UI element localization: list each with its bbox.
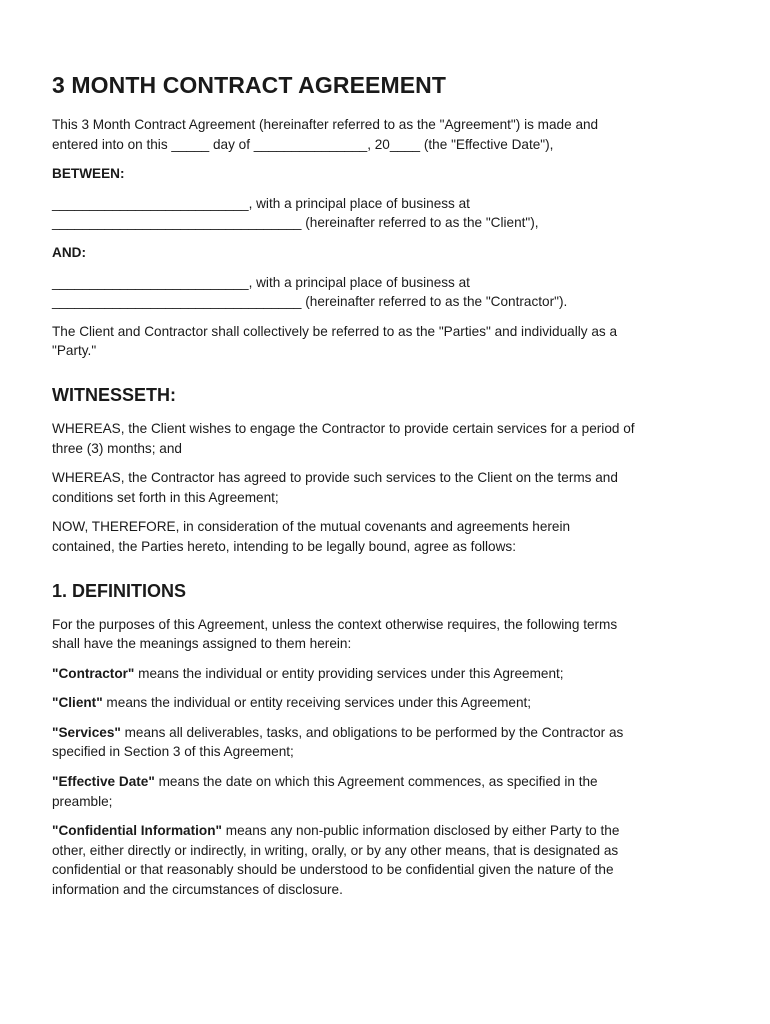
definition-term-client: "Client" bbox=[52, 695, 103, 711]
parties-note-line-2: "Party." bbox=[52, 343, 97, 359]
definition-effective-date bbox=[52, 772, 724, 811]
now-therefore-line-1: NOW, THEREFORE, in consideration of the mutual covenants and agreements herein bbox=[52, 519, 571, 535]
definition-effective-date-text: means the date on which this Agreement commences, as specified in the bbox=[154, 774, 598, 790]
definition-client-line-1 bbox=[52, 693, 724, 713]
definition-contractor-text: means the individual or entity providing services under this Agreement; bbox=[134, 665, 564, 681]
definition-services-line-1 bbox=[52, 723, 724, 743]
definition-term-confidential: "Confidential Information" bbox=[52, 823, 222, 839]
definition-term-effective-date: "Effective Date" bbox=[52, 774, 155, 790]
client-party-line-1: __________________________, with a principal place of business at bbox=[52, 195, 470, 211]
definition-term-services: "Services" bbox=[52, 724, 121, 740]
intro-line-2: entered into on this _____ day of _______________, 20____ (the "Effective Date"), bbox=[52, 136, 554, 152]
definitions-intro-paragraph bbox=[52, 615, 724, 654]
whereas-2-line-1: WHEREAS, the Contractor has agreed to provide such services to the Client on the terms and bbox=[52, 470, 618, 486]
whereas-1-line-1: WHEREAS, the Client wishes to engage the Contractor to provide certain services for a period of bbox=[52, 420, 635, 436]
contractor-party-line-2: _________________________________ (hereinafter referred to as the "Contractor"). bbox=[52, 294, 568, 310]
definition-confidential-line-4: information and the circumstances of disclosure. bbox=[52, 882, 343, 898]
intro-line-1: This 3 Month Contract Agreement (hereinafter referred to as the "Agreement") is made and bbox=[52, 117, 599, 132]
definitions-heading: 1. DEFINITIONS bbox=[52, 580, 187, 601]
definition-confidential-line-2: other, either directly or indirectly, in writing, orally, or by any other means, that is designated as bbox=[52, 842, 619, 858]
between-label: BETWEEN: bbox=[52, 166, 125, 182]
definition-effective-date-line-1 bbox=[52, 772, 724, 792]
definition-client bbox=[52, 693, 724, 713]
intro-paragraph bbox=[52, 115, 724, 154]
definition-confidential-information bbox=[52, 821, 724, 899]
definition-services bbox=[52, 723, 724, 762]
now-therefore-line-2: contained, the Parties hereto, intending to be legally bound, agree as follows: bbox=[52, 538, 517, 554]
client-party-line-2: _________________________________ (hereinafter referred to as the "Client"), bbox=[52, 215, 539, 231]
and-label: AND: bbox=[52, 244, 86, 260]
definition-term-contractor: "Contractor" bbox=[52, 665, 135, 681]
definition-effective-date-line-2: preamble; bbox=[52, 793, 113, 809]
definitions-intro-line-1: For the purposes of this Agreement, unless the context otherwise requires, the following terms bbox=[52, 616, 618, 632]
definition-services-line-2: specified in Section 3 of this Agreement; bbox=[52, 744, 294, 760]
definition-contractor-line-1 bbox=[52, 664, 724, 684]
definitions-intro-line-2: shall have the meanings assigned to them herein: bbox=[52, 636, 352, 652]
contractor-party-paragraph bbox=[52, 273, 724, 312]
document-title: 3 MONTH CONTRACT AGREEMENT bbox=[52, 72, 447, 98]
definition-services-text: means all deliverables, tasks, and obligations to be performed by the Contractor as bbox=[120, 724, 624, 740]
definition-confidential-line-3: confidential or that reasonably should be understood to be confidential given the nature of the bbox=[52, 862, 614, 878]
parties-note-paragraph bbox=[52, 322, 724, 361]
parties-note-line-1: The Client and Contractor shall collectively be referred to as the "Parties" and individually as a bbox=[52, 323, 618, 339]
whereas-1-paragraph bbox=[52, 419, 724, 458]
now-therefore-paragraph bbox=[52, 517, 724, 556]
definition-contractor bbox=[52, 664, 724, 684]
definition-client-text: means the individual or entity receiving services under this Agreement; bbox=[102, 695, 532, 711]
whereas-2-line-2: conditions set forth in this Agreement; bbox=[52, 489, 279, 505]
document-page bbox=[52, 70, 724, 910]
whereas-2-paragraph bbox=[52, 468, 724, 507]
witnesseth-heading: WITNESSETH: bbox=[52, 384, 176, 405]
client-party-paragraph bbox=[52, 194, 724, 233]
whereas-1-line-2: three (3) months; and bbox=[52, 440, 182, 456]
contractor-party-line-1: __________________________, with a principal place of business at bbox=[52, 274, 470, 290]
definition-confidential-line-1 bbox=[52, 821, 724, 841]
definition-confidential-text: means any non-public information disclosed by either Party to the bbox=[221, 823, 620, 839]
